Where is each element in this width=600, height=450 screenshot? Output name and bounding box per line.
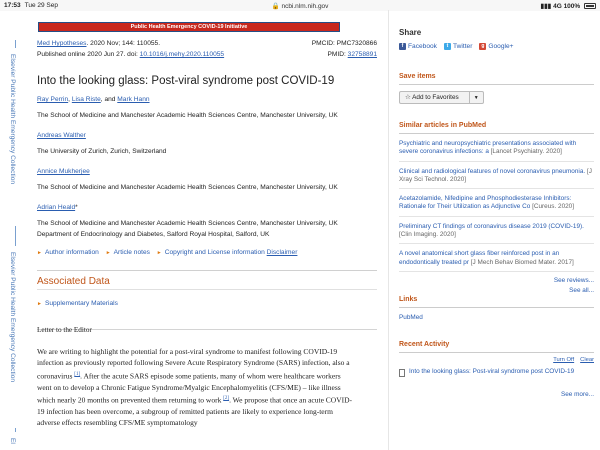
author-link[interactable]: Lisa Riste [71,96,101,103]
facebook-label: Facebook [408,43,437,50]
article-notes-link[interactable]: Article notes [113,249,150,256]
expand-arrow-icon: ► [156,250,162,256]
pmid-link[interactable]: 32758891 [347,51,377,58]
similar-source: [Clin Imaging. 2020] [399,231,456,239]
collection-label[interactable]: El [9,438,16,444]
similar-article[interactable] [399,195,594,212]
author-link[interactable]: Andreas Walther [37,132,86,139]
box-title: Similar articles in PubMed [399,122,594,134]
expand-arrow-icon: ► [105,250,111,256]
similar-title[interactable]: Psychiatric and neuropsychiatric presentations associated with severe coronavirus infections: a [399,140,577,156]
facebook-share[interactable] [399,43,437,50]
similar-article[interactable] [399,168,594,185]
see-all-row [399,287,594,294]
doi-link[interactable]: 10.1016/j.mehy.2020.110055 [139,51,225,58]
battery-label: 100% [563,3,581,10]
document-icon [399,369,405,377]
sidebar [399,28,594,398]
add-to-favorites-button[interactable] [399,91,484,104]
affiliation-line: Department of Endocrinology and Diabetes, Salford Royal Hospital, Salford, UK [37,231,270,238]
clear-link[interactable]: Clear [580,357,594,363]
body-text: We are writing to highlight the potential for a post-viral syndrome to manifest following COVID-19 infection as previously reported following Severe Acute Respiratory Syndrome (SARS) infection, also a coronavirus [37,347,350,381]
similar-article[interactable] [399,250,594,267]
links-item [399,314,594,322]
author-link[interactable]: Ray Perrin [37,96,69,103]
author-list [37,96,377,103]
author-information-link[interactable]: Author information [44,249,99,256]
affiliation-line: The School of Medicine and Manchester Academic Health Sciences Centre, Manchester University, UK [37,220,338,227]
lock-icon: 🔒 [271,3,280,10]
dropdown-arrow-icon[interactable]: ▼ [473,94,479,101]
status-date: Tue 29 Sep [24,2,58,9]
divider [399,216,594,217]
twitter-share[interactable] [444,43,472,50]
author-link[interactable]: Mark Hann [117,96,150,103]
published-row [37,51,377,62]
author-separator: , [68,96,72,103]
supplementary-link[interactable]: Supplementary Materials [44,300,118,307]
recent-activity-box [399,341,594,398]
collection-strip [0,40,30,450]
recent-activity-controls [399,357,594,363]
strip-divider [15,428,16,432]
url-text: ncbi.nlm.nih.gov [281,3,329,10]
expand-arrow-icon: ► [37,301,42,307]
favorites-text: Add to Favorites [412,94,459,101]
facebook-icon: f [399,43,406,50]
google-plus-icon: g [481,43,485,49]
strip-divider [15,40,16,48]
see-reviews-row [399,277,594,284]
affiliation: The School of Medicine and Manchester Academic Health Sciences Centre, Manchester University, UK [37,184,338,191]
twitter-label: Twitter [452,43,473,50]
author-link[interactable]: Adrian Heald [37,204,76,211]
see-all-link[interactable]: See all... [569,286,594,294]
affiliation: The School of Medicine and Manchester Academic Health Sciences Centre, Manchester University, UK [37,112,338,119]
battery-icon [584,3,596,9]
pmid-label: PMID: [327,51,348,58]
corresponding-mark: * [75,204,78,211]
covid-banner[interactable]: Public Health Emergency COVID-19 Initiative [38,22,340,32]
see-reviews-link[interactable]: See reviews... [553,276,594,284]
body-paragraph [37,346,357,429]
links-box [399,296,594,322]
turn-off-link[interactable]: Turn Off [553,357,575,363]
similar-articles-box [399,122,594,294]
citation-text: . 2020 Nov; 144: 110055. [86,40,161,47]
similar-article[interactable] [399,223,594,240]
author-separator: , and [100,96,118,103]
reference-link[interactable]: [1] [74,371,81,377]
network-label: 4G [553,3,562,10]
googleplus-share[interactable] [479,43,513,50]
expand-arrow-icon: ► [37,250,42,256]
disclaimer-link[interactable]: Disclaimer [266,249,298,256]
author-block [37,132,377,139]
strip-divider [15,226,16,246]
divider [399,161,594,162]
similar-title[interactable]: Acetazolamide, Nifedipine and Phosphodiesterase Inhibitors: Rationale for Their Utilization as Adjunctive Co [399,195,572,211]
section-title: Associated Data [37,276,110,287]
similar-article[interactable] [399,140,594,157]
supplementary-row [37,300,377,307]
pmid [328,51,378,58]
recent-item-link[interactable]: Into the looking glass: Post-viral syndrome post COVID-19 [409,368,575,375]
see-more-link[interactable]: See more... [560,391,594,398]
similar-title[interactable]: Preliminary CT findings of coronavirus disease 2019 (COVID-19). [399,222,584,230]
copyright-link[interactable]: Copyright and License information [164,249,265,256]
divider [399,243,594,244]
ios-status-bar [0,0,600,11]
associated-data-header [37,270,377,290]
affiliation: The University of Zurich, Zurich, Switzerland [37,148,167,155]
pubmed-link[interactable]: PubMed [399,314,423,321]
share-buttons [399,43,594,50]
add-to-favorites-label [400,92,470,103]
box-title: Recent Activity [399,341,594,353]
body-text: . After the acute SARS episode some patients, many of whom were healthcare workers went on to develop a Chronic Fatigue Syndrome/Myalgic Encephalomyelitis (CFS/ME) – like illness which nearly 20 months on prevented them returning to work [37,371,341,405]
journal-link[interactable]: Med Hypotheses [37,40,87,47]
box-title: Links [399,296,594,308]
article-main [37,40,377,307]
twitter-icon: t [444,43,451,50]
author-block [37,204,377,211]
share-title: Share [399,28,422,37]
star-icon: ☆ [405,94,413,101]
collection-label[interactable]: Elsevier Public Health Emergency Collection [9,252,16,383]
published-text: Published online 2020 Jun 27. doi: [37,51,140,58]
pmcid: PMCID: PMC7320866 [311,40,377,47]
author-block [37,168,377,175]
article-info-links [37,249,377,256]
divider [399,271,594,272]
similar-source: [Lancet Psychiatry. 2020] [490,148,562,156]
recent-activity-item[interactable] [399,368,594,377]
similar-title[interactable]: Clinical and radiological features of novel coronavirus pneumonia. [399,167,586,175]
letter-heading: Letter to the Editor [37,326,92,334]
see-more-row [399,391,594,398]
status-time: 17:53 [4,2,21,9]
body-text: . We propose that once an acute COVID-19 infection has been overcome, a subgroup of remitted patients are likely to experience long-term adverse effects resembling CFS/ME symptomatology [37,395,353,428]
address-bar[interactable] [0,2,600,10]
similar-source: [J Mech Behav Biomed Mater. 2017] [470,258,574,266]
status-indicators [541,2,596,10]
similar-source: [J Xray Sci Technol. 2020] [399,167,592,183]
divider [399,188,594,189]
affiliation [37,218,377,240]
article-title: Into the looking glass: Post-viral syndrome post COVID-19 [37,75,335,87]
author-link[interactable]: Annice Mukherjee [37,168,90,175]
box-title: Save items [399,73,594,85]
similar-title[interactable]: A novel anatomical short glass fiber reinforced post in an endodontically treated pr [399,250,560,266]
collection-label[interactable]: Elsevier Public Health Emergency Collection [9,54,16,185]
citation-row [37,40,377,51]
googleplus-label: Google+ [488,43,514,50]
signal-icon: ▮▮▮ [540,3,552,10]
similar-source: [Cureus. 2020] [532,203,575,211]
reference-link[interactable]: [2] [223,396,230,402]
column-divider [388,10,389,450]
save-items-box [399,73,594,104]
